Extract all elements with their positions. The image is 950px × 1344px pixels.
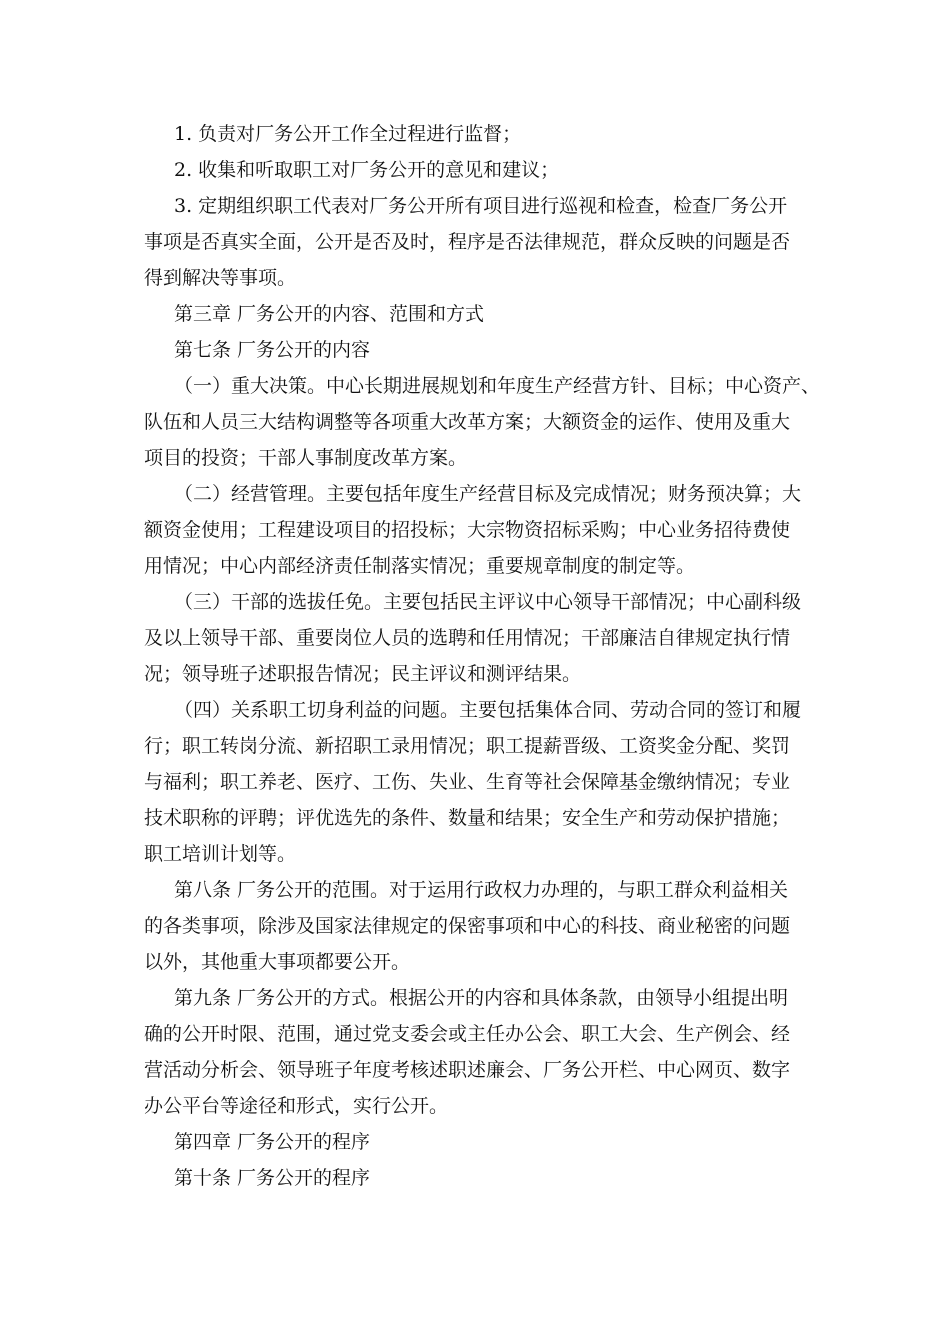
text-line: 事项是否真实全面，公开是否及时，程序是否法律规范，群众反映的问题是否 <box>144 231 791 253</box>
text-line: 2. 收集和听取职工对厂务公开的意见和建议； <box>174 159 560 181</box>
text-line: 确的公开时限、范围，通过党支委会或主任办公会、职工大会、生产例会、经 <box>144 1023 791 1045</box>
chapter-heading: 第四章 厂务公开的程序 <box>174 1131 371 1153</box>
text-line: （四）关系职工切身利益的问题。主要包括集体合同、劳动合同的签订和履 <box>174 699 802 721</box>
text-line: （三）干部的选拔任免。主要包括民主评议中心领导干部情况；中心副科级 <box>174 591 802 613</box>
text-line: 第八条 厂务公开的范围。对于运用行政权力办理的，与职工群众利益相关 <box>174 879 789 901</box>
text-line: 1. 负责对厂务公开工作全过程进行监督； <box>174 123 522 145</box>
text-line: 行；职工转岗分流、新招职工录用情况；职工提薪晋级、工资奖金分配、奖罚 <box>144 735 791 757</box>
text-line: 的各类事项，除涉及国家法律规定的保密事项和中心的科技、商业秘密的问题 <box>144 915 791 937</box>
text-line: 况；领导班子述职报告情况；民主评议和测评结果。 <box>144 663 582 685</box>
text-line: （二）经营管理。主要包括年度生产经营目标及完成情况；财务预决算；大 <box>174 483 802 505</box>
text-line: 用情况；中心内部经济责任制落实情况；重要规章制度的制定等。 <box>144 555 696 577</box>
text-line: 额资金使用；工程建设项目的招投标；大宗物资招标采购；中心业务招待费使 <box>144 519 791 541</box>
text-line: （一）重大决策。中心长期进展规划和年度生产经营方针、目标；中心资产、 <box>174 375 821 397</box>
text-line: 办公平台等途径和形式，实行公开。 <box>144 1095 449 1117</box>
text-line: 以外，其他重大事项都要公开。 <box>144 951 411 973</box>
chapter-heading: 第三章 厂务公开的内容、范围和方式 <box>174 303 485 325</box>
text-line: 与福利；职工养老、医疗、工伤、失业、生育等社会保障基金缴纳情况；专业 <box>144 771 791 793</box>
text-line: 职工培训计划等。 <box>144 843 297 865</box>
text-line: 队伍和人员三大结构调整等各项重大改革方案；大额资金的运作、使用及重大 <box>144 411 791 433</box>
article-heading: 第十条 厂务公开的程序 <box>174 1167 371 1189</box>
text-line: 3. 定期组织职工代表对厂务公开所有项目进行巡视和检查，检查厂务公开 <box>174 195 788 217</box>
text-line: 及以上领导干部、重要岗位人员的选聘和任用情况；干部廉洁自律规定执行情 <box>144 627 791 649</box>
text-line: 项目的投资；干部人事制度改革方案。 <box>144 447 468 469</box>
text-line: 得到解决等事项。 <box>144 267 297 289</box>
text-line: 技术职称的评聘；评优选先的条件、数量和结果；安全生产和劳动保护措施； <box>144 807 791 829</box>
article-heading: 第七条 厂务公开的内容 <box>174 339 371 361</box>
text-line: 营活动分析会、领导班子年度考核述职述廉会、厂务公开栏、中心网页、数字 <box>144 1059 791 1081</box>
text-line: 第九条 厂务公开的方式。根据公开的内容和具体条款，由领导小组提出明 <box>174 987 789 1009</box>
